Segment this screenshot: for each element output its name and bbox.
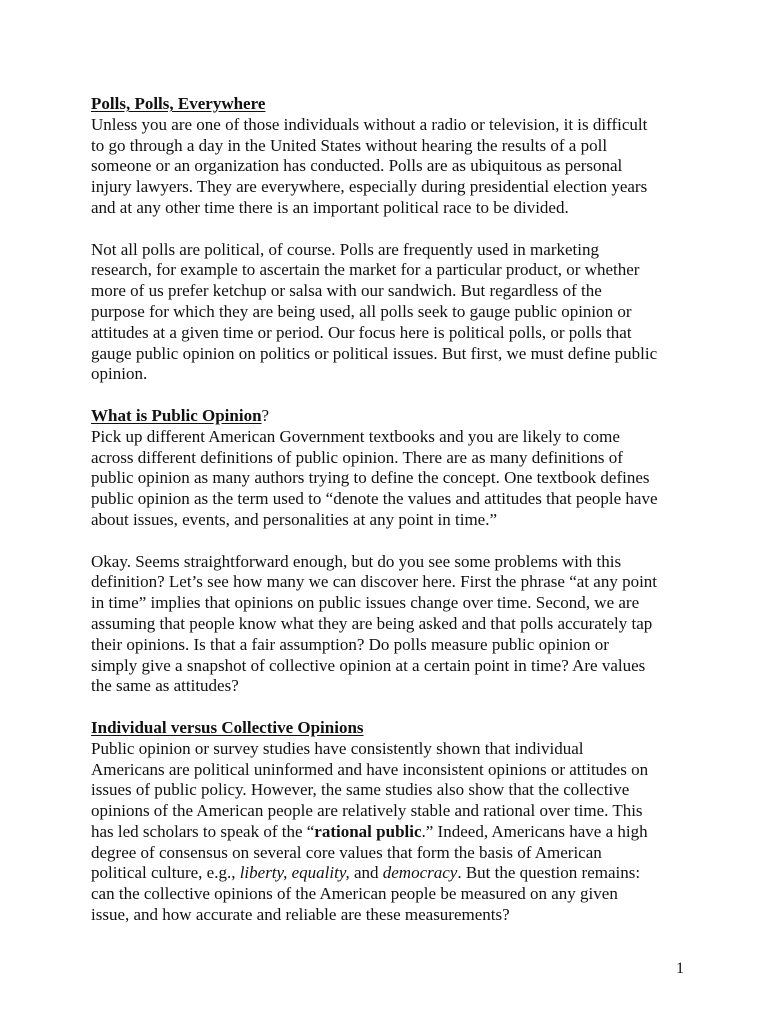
text-line: someone or an organization has conducted. Polls are as ubiquitous as personal — [91, 156, 623, 176]
text-line: their opinions. Is that a fair assumption? Do polls measure public opinion or — [91, 634, 609, 654]
italic-term: democracy — [382, 863, 458, 883]
text-line: about issues, events, and personalities at any point in time.” — [91, 509, 498, 529]
text-line: Americans are political uninformed and have inconsistent opinions or attitudes on — [91, 759, 649, 779]
text-line: injury lawyers. They are everywhere, especially during presidential election years — [91, 177, 648, 197]
text-line: Not all polls are political, of course. Polls are frequently used in marketing — [91, 239, 599, 259]
section-heading-polls: Polls, Polls, Everywhere — [91, 94, 266, 113]
text-run: . But the question remains: — [457, 863, 641, 883]
paragraph-gap — [91, 697, 691, 718]
section-heading-public-opinion — [91, 406, 691, 427]
text-run: .” Indeed, Americans have a high — [421, 821, 648, 841]
text-line: the same as attitudes? — [91, 676, 239, 696]
text-line: in time” implies that opinions on public issues change over time. Second, we are — [91, 593, 640, 613]
text-line: public opinion as the term used to “denote the values and attitudes that people have — [91, 489, 658, 509]
text-line: opinions of the American people are relatively stable and rational over time. This — [91, 801, 643, 821]
text-line: across different definitions of public opinion. There are as many definitions of — [91, 447, 623, 467]
paragraph-gap — [91, 219, 691, 240]
paragraph — [91, 427, 691, 531]
text-run: has led scholars to speak of the “ — [91, 821, 315, 841]
text-line: Okay. Seems straightforward enough, but do you see some problems with this — [91, 551, 622, 571]
text-line: gauge public opinion on politics or political issues. But first, we must define public — [91, 343, 658, 363]
paragraph — [91, 240, 691, 386]
text-line: issues of public policy. However, the same studies also show that the collective — [91, 780, 630, 800]
text-line: assuming that people know what they are being asked and that polls accurately tap — [91, 613, 653, 633]
text-line: to go through a day in the United States without hearing the results of a poll — [91, 135, 608, 155]
text-run: and — [349, 863, 383, 883]
text-line: degree of consensus on several core values that form the basis of American — [91, 842, 602, 862]
italic-term: liberty, equality, — [239, 863, 350, 883]
heading-suffix: ? — [261, 405, 270, 425]
heading-text: What is Public Opinion — [91, 405, 262, 425]
text-line-core-values — [91, 863, 691, 884]
text-run: political culture, e.g., — [91, 863, 240, 883]
text-line: public opinion as many authors trying to define the concept. One textbook defines — [91, 468, 650, 488]
text-line: and at any other time there is an important political race to be divided. — [91, 197, 569, 217]
page-number: 1 — [676, 960, 684, 977]
document-body — [91, 94, 691, 926]
text-line: purpose for which they are being used, all polls seek to gauge public opinion or — [91, 301, 632, 321]
paragraph — [91, 739, 691, 926]
text-line: more of us prefer ketchup or salsa with our sandwich. But regardless of the — [91, 281, 602, 301]
paragraph-gap — [91, 385, 691, 406]
text-line: attitudes at a given time or period. Our focus here is political polls, or polls that — [91, 322, 632, 342]
text-line: can the collective opinions of the American people be measured on any given — [91, 884, 618, 904]
text-line: Unless you are one of those individuals without a radio or television, it is difficult — [91, 114, 648, 134]
text-line: research, for example to ascertain the market for a particular product, or whether — [91, 260, 640, 280]
text-line: opinion. — [91, 364, 148, 384]
bold-term: rational public — [314, 821, 422, 841]
paragraph — [91, 552, 691, 698]
paragraph-gap — [91, 531, 691, 552]
text-line-rational-public — [91, 822, 691, 843]
text-line: simply give a snapshot of collective opinion at a certain point in time? Are values — [91, 655, 646, 675]
text-line: issue, and how accurate and reliable are these measurements? — [91, 905, 510, 925]
text-line: definition? Let’s see how many we can discover here. First the phrase “at any point — [91, 572, 658, 592]
text-line: Pick up different American Government textbooks and you are likely to come — [91, 426, 620, 446]
paragraph — [91, 115, 691, 219]
text-line: Public opinion or survey studies have consistently shown that individual — [91, 738, 584, 758]
section-heading-individual-collective: Individual versus Collective Opinions — [91, 717, 364, 737]
